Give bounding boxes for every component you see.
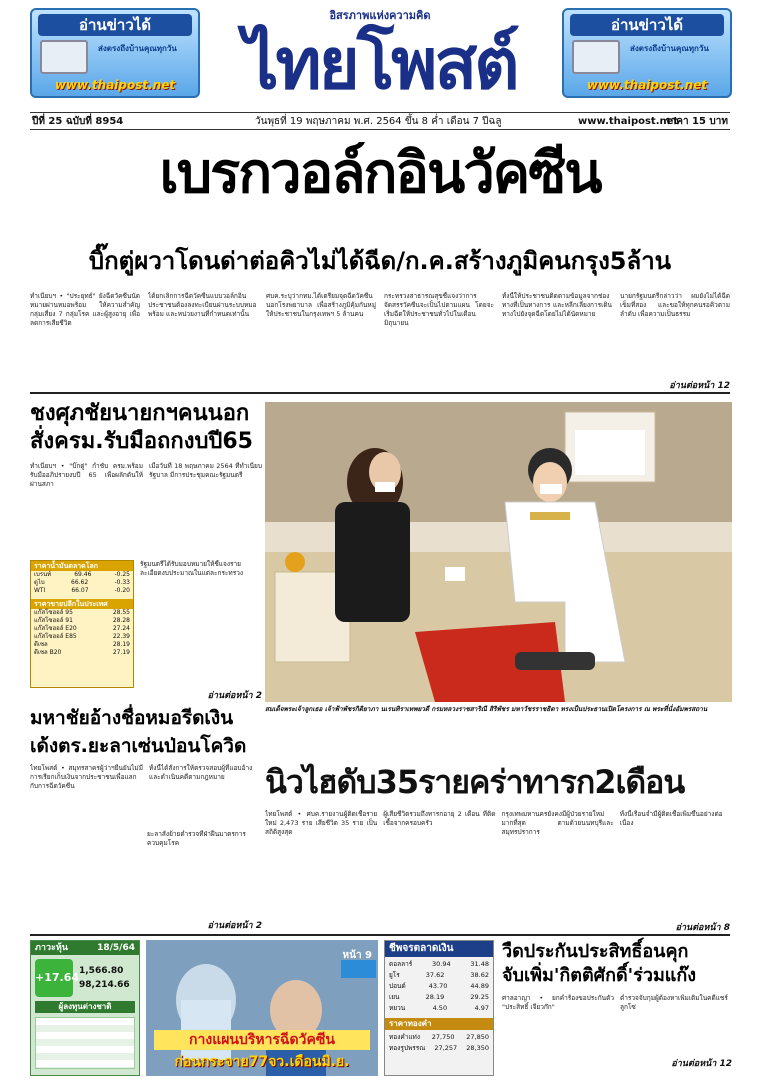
oil-retail-title: ราคาขายปลีกในประเทศ — [31, 599, 133, 609]
fx-row: เยน 28.19 29.25 — [389, 993, 489, 1001]
story2-column: ทำเนียบฯ • "บิ๊กตู่" กำชับ ครม.พร้อมรับมืออภิปรายงบปี 65 เพื่อผลักดันให้ผ่านสภา — [30, 462, 143, 488]
masthead-name: ไทยโพสต์ — [243, 23, 517, 105]
gold-title: ราคาทองคำ — [385, 1018, 493, 1030]
royal-ceremony-image — [265, 402, 732, 702]
stock-sub: ผู้ลงทุนต่างชาติ — [35, 1001, 135, 1013]
lead-column: ได้ยกเลิกการฉีดวัคซีนแบบวอล์กอิน ประชาชนต้องลงทะเบียนผ่านระบบหมอพร้อม และหน่วยงานที่กำหนดเท่านั้น — [148, 292, 257, 318]
story4-column: ผู้เสียชีวิตรวมถึงทารกอายุ 2 เดือน ที่ติดเชื้อจากครอบครัว — [383, 810, 496, 827]
stock-change: +17.64 — [35, 959, 73, 997]
lead-photo[interactable] — [265, 402, 732, 702]
lead-subhead: บิ๊กตู่ผวาโดนด่าต่อคิวไม่ได้ฉีด/ก.ค.สร้างภูมิคนกรุง5ล้าน — [88, 247, 672, 275]
promo-url[interactable]: www.thaipost.net — [586, 78, 708, 92]
story3-headline[interactable]: มหาชัยอ้างชื่อหมอรีดเงิน — [30, 707, 234, 729]
money-market-box[interactable] — [384, 940, 494, 1076]
masthead-tagline: อิสรภาพแห่งความคิด — [329, 9, 431, 22]
story2-continued[interactable]: อ่านต่อหน้า 2 — [207, 691, 262, 701]
lead-column: ทั้งนี้ให้ประชาชนติดตามข้อมูลจากช่องทางที่เป็นทางการ และหลีกเลี่ยงการเดินทางไปยังจุดฉีดโดยไม่ได้นัดหมาย — [502, 292, 612, 318]
stock-box[interactable] — [30, 940, 140, 1076]
stock-volume: 98,214.66 — [79, 980, 130, 990]
divider — [30, 934, 730, 936]
fx-row: หยวน 4.50 4.97 — [389, 1004, 489, 1012]
story4-column: กรุงเทพมหานครยังคงมีผู้ป่วยรายใหม่มากที่สุด ตามด้วยนนทบุรีและสมุทรปราการ — [501, 810, 614, 836]
computer-icon — [40, 40, 88, 74]
info-bar — [30, 112, 730, 130]
story2-body — [30, 462, 262, 557]
promo-left[interactable] — [30, 8, 200, 98]
story3 — [30, 704, 262, 760]
promo-title: อ่านข่าวได้ — [570, 14, 724, 36]
story4-continued[interactable]: อ่านต่อหน้า 8 — [675, 923, 730, 933]
story2-headline[interactable]: สั่งครม.รับมือถกงบปี65 — [30, 429, 253, 454]
story4-column: ไทยโพสต์ • ศบค.รายงานผู้ติดเชื้อรายใหม่ 2,473 ราย เสียชีวิต 35 ราย เป็นสถิติสูงสุด — [265, 810, 378, 836]
lead-column: นายกรัฐมนตรีกล่าวว่า ผมยังไม่ได้ฉีดเข็มที่สอง และขอให้ทุกคนรอคิวตามลำดับ เพื่อความเป็นธรรม — [620, 292, 730, 318]
story4-column: ทั้งนี้เรือนจำมีผู้ติดเชื้อเพิ่มขึ้นอย่างต่อเนื่อง — [619, 810, 723, 827]
story2 — [30, 400, 262, 456]
lead-column: กระทรวงสาธารณสุขชี้แจงว่าการจัดสรรวัคซีนจะเป็นไปตามแผน โดยจะเริ่มฉีดให้ประชาชนทั่วไปในเดือนมิถุนายน — [384, 292, 494, 327]
stock-date: 18/5/64 — [97, 943, 135, 953]
market-title: ชีพจรตลาดเงิน — [385, 941, 493, 957]
stock-title: ภาวะหุ้น — [35, 943, 68, 953]
oil-row: ดีเซล 28.19 — [34, 641, 130, 648]
promo-sub: ส่งตรงถึงบ้านคุณทุกวัน — [630, 44, 709, 53]
story2-headline[interactable]: ชงศุภชัยนายกฯคนนอก — [30, 401, 250, 426]
divider — [30, 392, 730, 394]
oil-price-box — [30, 560, 134, 688]
stock-index: 1,566.80 — [79, 966, 124, 976]
photo-caption: สมเด็จพระเจ้าลูกเธอ เจ้าฟ้าพัชรกิติยาภา นเรนทิราเทพยวดี กรมหลวงราชสาริณี สิริพัชร มหาวัชรราชธิดา ทรงเป็นประธานเปิดโครงการ ณ พระที่นั่งอัมพรสถาน — [265, 705, 708, 713]
story5 — [502, 940, 732, 1076]
page-label: หน้า 9 — [342, 950, 372, 961]
story2-column: รัฐมนตรีได้รับมอบหมายให้ชี้แจงรายละเอียดงบประมาณในแต่ละกระทรวง — [140, 560, 244, 577]
lead-headline[interactable]: เบรกวอล์กอินวัคซีน — [159, 141, 601, 206]
promo-url[interactable]: www.thaipost.net — [54, 78, 176, 92]
promo-title: อ่านข่าวได้ — [38, 14, 192, 36]
promo-sub: ส่งตรงถึงบ้านคุณทุกวัน — [98, 44, 177, 53]
promo-right[interactable] — [562, 8, 732, 98]
story5-column: ตำรวจจับกุมผู้ต้องหาเพิ่มเติมในคดีแชร์ลูกโซ่ — [620, 994, 728, 1011]
oil-row: แก๊สโซฮอล์ E85 22.39 — [34, 633, 130, 640]
lead-column: ทำเนียบฯ • "ประยุทธ์" ยังฉีดวัคซีนนัดหมายผ่านหมอพร้อม ให้ความสำคัญกลุ่มเสี่ยง 7 กลุ่มโรค และผู้สูงอายุ เพื่อลดการเสียชีวิต — [30, 292, 140, 327]
story2-column: เมื่อวันที่ 18 พฤษภาคม 2564 ที่ทำเนียบรัฐบาล มีการประชุมคณะรัฐมนตรี — [149, 462, 262, 479]
story5-headline[interactable]: วืดประกันประสิทธิ์อนคุก — [502, 941, 689, 962]
story3-column: ทั้งนี้ได้สั่งการให้ตรวจสอบผู้ที่แอบอ้างและดำเนินคดีตามกฎหมาย — [149, 764, 253, 781]
story5-headline[interactable]: จับเพิ่ม'กิตติศักดิ์'ร่วมแก๊ง — [502, 965, 697, 986]
story3-column: ไทยโพสต์ • สมุทรสาครผู้ว่าฯยืนยันไม่มีการเรียกเก็บเงินจากประชาชนเพื่อแลกกับการฉีดวัคซีน — [30, 764, 143, 790]
stock-table — [35, 1017, 135, 1069]
plan-line2: ก่อนกระจาย77จว.เดือนมิ.ย. — [174, 1054, 350, 1070]
plan-line1: กางแผนบริหารฉีดวัคซีน — [154, 1030, 370, 1050]
story3-headline[interactable]: เด้งตร.ยะลาเซ่นป่อนโควิด — [30, 735, 247, 757]
story4-headline[interactable]: นิวไฮดับ35รายคร่าทารก2เดือน — [265, 763, 685, 801]
oil-row: แก๊สโซฮอล์ E20 27.24 — [34, 625, 130, 632]
oil-row: WTI 66.07 -0.20 — [34, 587, 130, 594]
story4-body — [265, 810, 732, 920]
issue-date: วันพุธที่ 19 พฤษภาคม พ.ศ. 2564 ขึ้น 8 ค่ำ เดือน 7 ปีฉลู — [255, 116, 502, 127]
price: ราคา 15 บาท — [665, 116, 728, 127]
lead-continued[interactable]: อ่านต่อหน้า 12 — [669, 381, 730, 391]
lead-column: ศบค.ระบุว่ากทม.ได้เตรียมจุดฉีดวัคซีนนอกโรงพยาบาล เพื่อสร้างภูมิคุ้มกันหมู่ให้ประชาชนในกรุงเทพฯ 5 ล้านคน — [266, 292, 376, 318]
story5-continued[interactable]: อ่านต่อหน้า 12 — [671, 1059, 732, 1069]
masthead — [195, 6, 565, 106]
oil-world-title: ราคาน้ำมันตลาดโลก — [31, 561, 133, 571]
site-url[interactable]: www.thaipost.net — [578, 116, 679, 127]
story3-continued[interactable]: อ่านต่อหน้า 2 — [207, 921, 262, 931]
oil-row: เบรนท์ 69.46 -0.25 — [34, 571, 130, 578]
oil-row: ดูไบ 66.62 -0.33 — [34, 579, 130, 586]
gold-row: ทองคำแท่ง 27,750 27,850 — [389, 1033, 489, 1041]
fx-row: ดอลลาร์ 30.94 31.48 — [389, 960, 489, 968]
oil-row: ดีเซล B20 27.19 — [34, 649, 130, 656]
story3-column: ยะลาสั่งย้ายตำรวจที่ฝ่าฝืนมาตรการควบคุมโรค — [147, 830, 246, 847]
computer-icon — [572, 40, 620, 74]
story5-column: ศาลอาญา • ยกคำร้องขอประกันตัว "ประสิทธิ์ เจียวก๊ก" — [502, 994, 614, 1011]
oil-row: แก๊สโซฮอล์ 95 28.55 — [34, 609, 130, 616]
fx-row: ยูโร 37.62 38.62 — [389, 971, 489, 979]
vaccine-plan-box[interactable] — [146, 940, 378, 1076]
gold-row: ทองรูปพรรณ 27,257 28,350 — [389, 1044, 489, 1052]
lead-body — [30, 292, 730, 384]
fx-row: ปอนด์ 43.70 44.89 — [389, 982, 489, 990]
oil-row: แก๊สโซฮอล์ 91 28.28 — [34, 617, 130, 624]
issue-number: ปีที่ 25 ฉบับที่ 8954 — [32, 116, 124, 127]
